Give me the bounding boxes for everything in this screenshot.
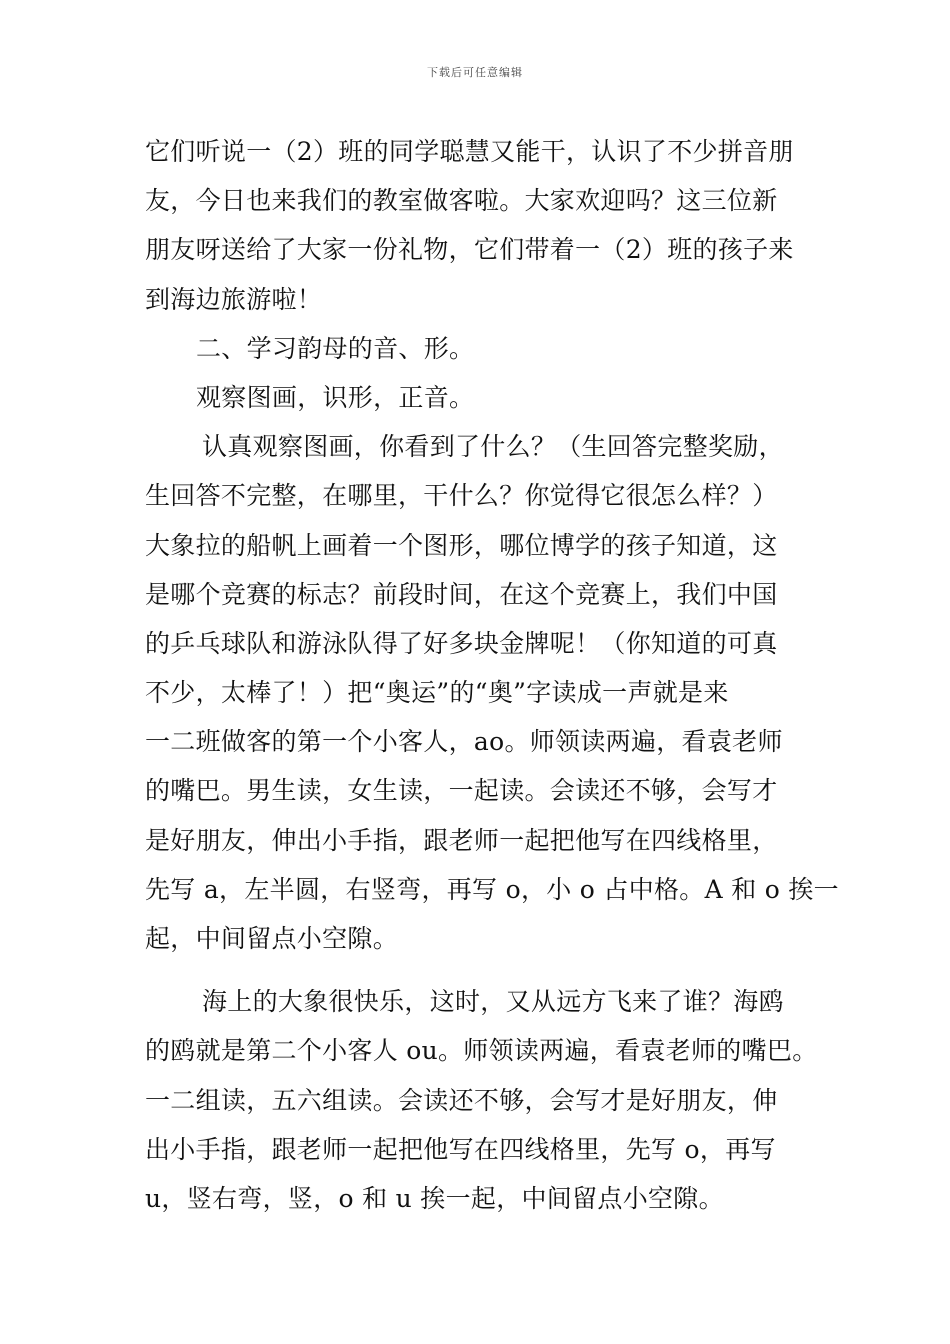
text-line: 先写 a，左半圆，右竖弯，再写 o，小 o 占中格。A 和 o 挨一 <box>145 874 839 904</box>
text-line: 观察图画，识形，正音。 <box>196 382 475 412</box>
section-heading <box>145 324 820 373</box>
paragraph-ao <box>145 422 839 963</box>
text-line: 它们听说一（2）班的同学聪慧又能干，认识了不少拼音朋 <box>145 137 794 166</box>
text-line: 出小手指，跟老师一起把他写在四线格里，先写 o，再写 <box>145 1134 776 1164</box>
text-line: 友，今日也来我们的教室做客啦。大家欢迎吗？这三位新 <box>145 186 778 216</box>
text-line: 生回答不完整，在哪里，干什么？你觉得它很怎么样？） <box>145 481 778 511</box>
text-line: 认真观察图画，你看到了什么？（生回答完整奖励， <box>202 432 784 462</box>
document-body <box>145 127 839 1223</box>
text-line: 朋友呀送给了大家一份礼物，它们带着一（2）班的孩子来 <box>145 235 794 265</box>
text-line: 的嘴巴。男生读，女生读，一起读。会读还不够，会写才 <box>145 776 778 806</box>
text-line: 是好朋友，伸出小手指，跟老师一起把他写在四线格里， <box>145 825 778 855</box>
text-line: 海上的大象很快乐，这时，又从远方飞来了谁？海鸥 <box>202 987 784 1017</box>
text-line: 大象拉的船帆上画着一个图形，哪位博学的孩子知道，这 <box>145 530 778 560</box>
text-line: 到海边旅游啦！ <box>145 284 323 314</box>
subsection-heading <box>145 373 820 422</box>
text-line: u，竖右弯，竖，o 和 u 挨一起，中间留点小空隙。 <box>145 1183 724 1213</box>
text-line: 的乒乓球队和游泳队得了好多块金牌呢！（你知道的可真 <box>145 628 778 658</box>
text-line: 一二组读，五六组读。会读还不够，会写才是好朋友，伸 <box>145 1085 778 1115</box>
paragraph-ou <box>145 977 820 1223</box>
text-line: 二、学习韵母的音、形。 <box>196 333 475 363</box>
text-line: 的鸥就是第二个小客人 ou。师领读两遍，看袁老师的嘴巴。 <box>145 1036 818 1066</box>
paragraph-intro <box>145 127 820 324</box>
text-line: 是哪个竞赛的标志？前段时间，在这个竞赛上，我们中国 <box>145 579 778 609</box>
text-line: 起，中间留点小空隙。 <box>145 924 399 953</box>
text-line: 不少，太棒了！）把“奥运”的“奥”字读成一声就是来 <box>145 678 729 708</box>
page-header: 下载后可任意编辑 <box>427 66 523 79</box>
text-line: 一二班做客的第一个小客人，ao。师领读两遍，看袁老师 <box>145 727 783 757</box>
